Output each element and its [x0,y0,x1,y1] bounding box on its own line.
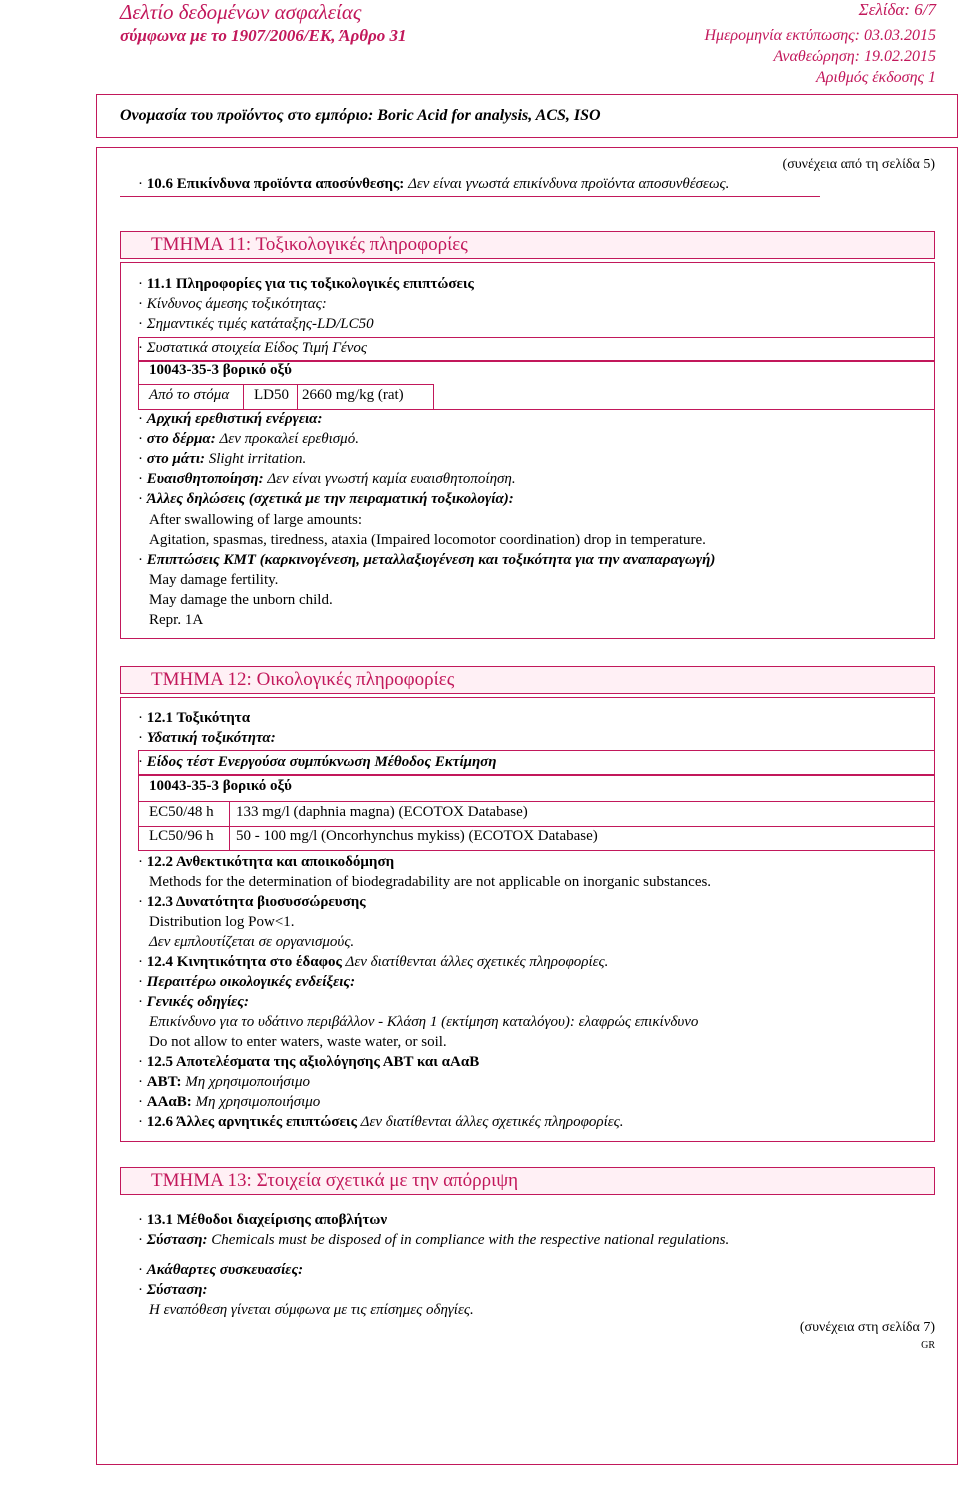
cmr-3: Repr. 1A [149,612,204,628]
other-info-label: · Άλλες δηλώσεις (σχετικά με την πειραματική τοξικολογία): [138,490,514,509]
divider [138,384,434,385]
divider [297,384,298,410]
other-info-1: After swallowing of large amounts: [149,512,363,528]
text-12-3a: Distribution log Pow<1. [149,914,295,930]
continued-to: (συνέχεια στη σελίδα 7) [799,1320,935,1335]
document-title: Δελτίο δεδομένων ασφαλείας [120,0,362,24]
product-name: Boric Acid for analysis, ACS, ISO [377,107,601,124]
tox-value: 2660 mg/kg (rat) [302,387,404,403]
other-info-2: Agitation, spasmas, tiredness, ataxia (Impaired locomotor coordination) drop in temperature. [149,532,706,548]
eco-row-2-value: 50 - 100 mg/l (Oncorhynchus mykiss) (ECOTOX Database) [236,828,598,844]
tox-substance: 10043-35-3 βορικό οξύ [149,362,292,378]
text-12-6: Δεν διατίθενται άλλες σχετικές πληροφορίες. [360,1114,624,1130]
divider [138,801,935,802]
divider [138,826,935,827]
product-name-line [120,107,601,125]
packaging-label: · Ακάθαρτες συσκευασίες: [138,1261,303,1280]
tox-route: Από το στόμα [149,387,230,403]
cmr-label: · Επιπτώσεις ΚΜΤ (καρκινογένεση, μεταλλαξιογένεση και τοξικότητα για την αναπαραγωγή) [138,551,715,570]
section-11-heading: ΤΜΗΜΑ 11: Τοξικολογικές πληροφορίες [120,231,935,259]
divider [229,801,230,851]
aquatic-toxicity-label: · Υδατική τοξικότητα: [138,729,276,748]
sensitisation-label: · Ευαισθητοποίηση: [138,471,264,487]
s10-6-label: · 10.6 Επικίνδυνα προϊόντα αποσύνθεσης: [138,176,404,192]
acute-toxicity-label: · Κίνδυνος άμεσης τοξικότητας: [138,295,327,314]
eco-row-1-value: 133 mg/l (daphnia magna) (ECOTOX Database) [236,804,528,820]
line-12-6 [138,1113,624,1132]
tox-table-header: · Συστατικά στοιχεία Είδος Τιμή Γένος [138,339,367,358]
eye-line [138,450,306,469]
text-12-4: Δεν διατίθενται άλλες σχετικές πληροφορίες. [345,954,609,970]
s10-6-text: Δεν είναι γνωστά επικίνδυνα προϊόντα αποσυνθέσεως. [408,176,730,192]
revision-date: Αναθεώρηση: 19.02.2015 [773,48,936,65]
section-13-heading: ΤΜΗΜΑ 13: Στοιχεία σχετικά με την απόρριψη [120,1167,935,1195]
pbt-text: Μη χρησιμοποιήσιμο [185,1074,310,1090]
recommendation-2-label: · Σύσταση: [138,1281,208,1300]
divider [433,384,434,410]
general-notes-1: Επικίνδυνο για το υδάτινο περιβάλλον - Κλάση 1 (εκτίμηση καταλόγου): ελαφρώς επικίνδυνο [149,1014,699,1030]
heading-12-3: · 12.3 Δυνατότητα βιοσυσσώρευσης [138,893,366,912]
vpvb-text: Μη χρησιμοποιήσιμο [195,1094,321,1110]
pbt-line [138,1073,310,1092]
pbt-label: · ΑΒΤ: [138,1074,181,1090]
line-12-4 [138,953,608,972]
eco-row-1-type: EC50/48 h [149,804,214,820]
heading-12-5: · 12.5 Αποτελέσματα της αξιολόγησης ΑΒΤ και αΑαΒ [138,1053,479,1072]
heading-11-1: · 11.1 Πληροφορίες για τις τοξικολογικές επιπτώσεις [138,275,474,294]
text-12-2: Methods for the determination of biodegradability are not applicable on inorganic substances. [149,874,712,890]
divider [243,384,244,410]
eco-row-2-type: LC50/96 h [149,828,214,844]
cmr-1: May damage fertility. [149,572,279,588]
primary-irritation-label: · Αρχική ερεθιστική ενέργεια: [138,410,322,429]
heading-12-1: · 12.1 Τοξικότητα [138,709,250,728]
skin-text: Δεν προκαλεί ερεθισμό. [219,431,359,447]
cmr-2: May damage the unborn child. [149,592,333,608]
further-eco-label: · Περαιτέρω οικολογικές ενδείξεις: [138,973,355,992]
recommendation-2-text: Η εναπόθεση γίνεται σύμφωνα με τις επίσημες οδηγίες. [149,1302,474,1318]
heading-12-4: · 12.4 Κινητικότητα στο έδαφος [138,954,342,970]
eco-table-header: · Είδος τέστ Ενεργούσα συμπύκνωση Μέθοδος Εκτίμηση [138,753,497,772]
general-notes-label: · Γενικές οδηγίες: [138,993,249,1012]
page-number: Σελίδα: 6/7 [858,0,936,19]
vpvb-label: · ΑΑαΒ: [138,1094,192,1110]
recommendation-line [138,1231,729,1250]
heading-13-1: · 13.1 Μέθοδοι διαχείρισης αποβλήτων [138,1211,387,1230]
vpvb-line [138,1093,320,1112]
document-subtitle: σύμφωνα με το 1907/2006/ΕΚ, Άρθρο 31 [120,26,407,45]
version-number: Αριθμός έκδοσης 1 [815,69,936,86]
sensitisation-text: Δεν είναι γνωστή καμία ευαισθητοποίηση. [267,471,516,487]
recommendation-label: · Σύσταση: [138,1232,208,1248]
print-date: Ημερομηνία εκτύπωσης: 03.03.2015 [704,27,936,44]
skin-label: · στο δέρμα: [138,431,216,447]
section-10-6 [138,175,729,194]
ld-values-label: · Σημαντικές τιμές κατάταξης-LD/LC50 [138,315,374,334]
continued-from: (συνέχεια από τη σελίδα 5) [782,157,935,172]
eco-substance: 10043-35-3 βορικό οξύ [149,778,292,794]
eye-text: Slight irritation. [208,451,307,467]
heading-12-6: · 12.6 Άλλες αρνητικές επιπτώσεις [138,1114,357,1130]
section-12-heading: ΤΜΗΜΑ 12: Οικολογικές πληροφορίες [120,666,935,694]
country-code: GR [921,1340,935,1351]
heading-12-2: · 12.2 Ανθεκτικότητα και αποικοδόμηση [138,853,394,872]
text-12-3b: Δεν εμπλουτίζεται σε οργανισμούς. [149,934,355,950]
sensitisation-line [138,470,516,489]
product-label: Ονομασία του προϊόντος στο εμπόριο: [120,107,374,124]
divider [120,196,820,197]
tox-type: LD50 [254,387,289,403]
eye-label: · στο μάτι: [138,451,205,467]
recommendation-text: Chemicals must be disposed of in compliance with the respective national regulations. [211,1232,730,1248]
general-notes-2: Do not allow to enter waters, waste water, or soil. [149,1034,447,1050]
skin-line [138,430,359,449]
